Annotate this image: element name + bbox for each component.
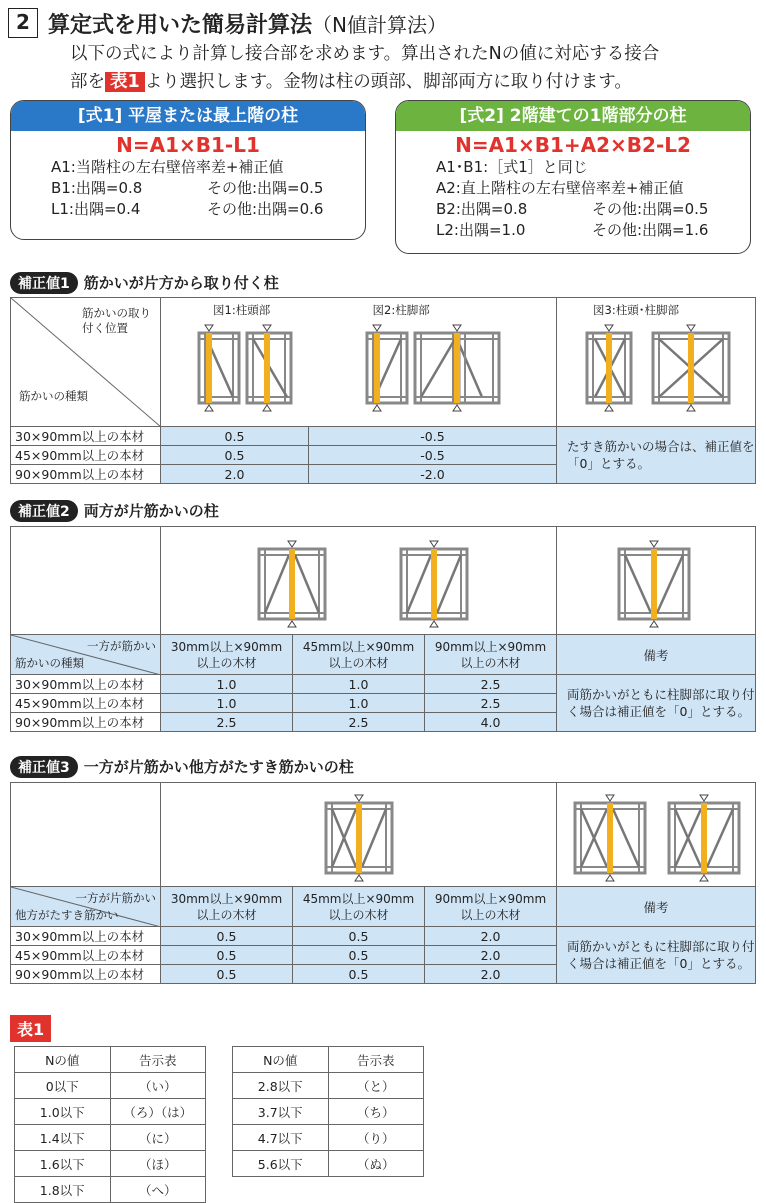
col-header: Nの値	[15, 1047, 111, 1073]
bottom-marker-icon	[650, 621, 658, 627]
table1-right	[232, 1046, 424, 1177]
column-highlight	[356, 803, 362, 873]
formula-2-equation: N=A1×B1+A2×B2-L2	[455, 133, 691, 157]
fig2-diagram	[309, 298, 557, 427]
bottom-marker-icon	[355, 875, 363, 881]
row-left: L2:出隅=1.0	[436, 221, 526, 239]
top-marker-icon	[373, 325, 381, 331]
value-cell: 1.0	[293, 675, 425, 694]
fig1-diagram	[161, 298, 309, 427]
formula-box-1	[10, 100, 366, 240]
col-header: 90mm以上×90mm以上の木材	[425, 635, 557, 675]
bottom-marker-icon	[606, 875, 614, 881]
bottom-marker-icon	[373, 405, 381, 411]
value-cell: 2.0	[425, 946, 557, 965]
row-left: A1･B1:［式1］と同じ	[436, 158, 588, 176]
intro-text-b: より選択します。金物は柱の頭部、脚部両方に取り付けます。	[144, 72, 632, 92]
formula-2-row	[396, 220, 750, 241]
title-main: 算定式を用いた簡易計算法	[48, 13, 313, 38]
s2-title: 両方が片筋かいの柱	[83, 502, 219, 520]
row-label: 30×90mm以上の本材	[11, 927, 161, 946]
s2-diagram-b	[557, 527, 756, 635]
row-left: B2:出隅=0.8	[436, 200, 528, 218]
s3-heading	[10, 756, 354, 778]
s1-corner	[11, 298, 161, 427]
value-cell: 2.5	[293, 713, 425, 732]
s3-pill: 補正値3	[10, 756, 78, 778]
brace-line	[407, 555, 431, 613]
notice-table: （り）	[328, 1125, 424, 1151]
top-marker-icon	[355, 795, 363, 801]
brace-line	[295, 555, 319, 613]
column-highlight	[606, 333, 612, 403]
formula-1-row	[11, 178, 365, 199]
n-value: 3.7以下	[233, 1099, 329, 1125]
value-cell: 0.5	[161, 946, 293, 965]
top-marker-icon	[606, 795, 614, 801]
row-right: その他:出隅=1.6	[592, 221, 709, 239]
table1-left-grid	[14, 1046, 206, 1203]
row-label: 90×90mm以上の本材	[11, 965, 161, 984]
top-marker-icon	[700, 795, 708, 801]
bottom-marker-icon	[700, 875, 708, 881]
brace-line	[265, 555, 289, 613]
bottom-marker-icon	[263, 405, 271, 411]
intro-line-2	[70, 68, 632, 93]
bottom-marker-icon	[687, 405, 695, 411]
title-sub: （N値計算法）	[312, 13, 447, 37]
s3-diagram-b	[557, 783, 756, 887]
section-number: 2	[8, 8, 38, 38]
top-marker-icon	[605, 325, 613, 331]
col-header: 90mm以上×90mm以上の木材	[425, 887, 557, 927]
row-label: 90×90mm以上の本材	[11, 465, 161, 484]
n-value: 0以下	[15, 1073, 111, 1099]
brace-line	[457, 339, 482, 397]
value-cell: 0.5	[293, 927, 425, 946]
notice-table: （ろ）（は）	[110, 1099, 206, 1125]
value-cell: -2.0	[309, 465, 557, 484]
remark-header: 備考	[557, 887, 756, 927]
fig3-diagram	[557, 298, 756, 427]
notice-table: （ほ）	[110, 1151, 206, 1177]
notice-table: （に）	[110, 1125, 206, 1151]
col-header: 45mm以上×90mm以上の木材	[293, 887, 425, 927]
corner-top: 一方が筋かい	[87, 639, 156, 653]
n-value: 5.6以下	[233, 1151, 329, 1177]
value-cell: 0.5	[161, 965, 293, 984]
table1-title: 表1	[10, 1015, 51, 1042]
value-cell: 2.5	[425, 694, 557, 713]
brace-line	[437, 555, 461, 613]
value-cell: -0.5	[309, 446, 557, 465]
corner-bottom: 筋かいの種類	[15, 656, 84, 670]
formula-1-row	[11, 199, 365, 220]
row-left: L1:出隅=0.4	[51, 200, 141, 218]
bottom-marker-icon	[288, 621, 296, 627]
n-value: 2.8以下	[233, 1073, 329, 1099]
bottom-marker-icon	[453, 405, 461, 411]
top-marker-icon	[430, 541, 438, 547]
s1-heading	[10, 272, 279, 294]
brace-line	[707, 809, 733, 867]
s1-pill: 補正値1	[10, 272, 78, 294]
column-highlight	[607, 803, 613, 873]
value-cell: 1.0	[293, 694, 425, 713]
s2-heading	[10, 500, 219, 522]
s1-note: たすき筋かいの場合は、補正値を「0」とする。	[557, 427, 756, 484]
s1-fig3-cell	[557, 298, 756, 427]
value-cell: 2.5	[425, 675, 557, 694]
s3-title: 一方が片筋かい他方がたすき筋かいの柱	[83, 758, 354, 776]
row-left: A1:当階柱の左右壁倍率差+補正値	[51, 158, 284, 176]
notice-table: （ぬ）	[328, 1151, 424, 1177]
s2-diagram	[161, 527, 557, 635]
s2-blank	[11, 527, 161, 635]
col-header: 告示表	[328, 1047, 424, 1073]
column-highlight	[289, 549, 295, 619]
row-label: 30×90mm以上の本材	[11, 427, 161, 446]
section-header	[8, 6, 758, 98]
intro-text-a: 部を	[70, 72, 105, 92]
n-value: 1.4以下	[15, 1125, 111, 1151]
col-header: 告示表	[110, 1047, 206, 1073]
formula-1-row	[11, 157, 365, 178]
top-marker-icon	[453, 325, 461, 331]
top-marker-icon	[687, 325, 695, 331]
s2-pill: 補正値2	[10, 500, 78, 522]
fig1-label: 図1:柱頭部	[213, 303, 271, 317]
remark-header: 備考	[557, 635, 756, 675]
value-cell: 1.0	[161, 694, 293, 713]
column-highlight	[701, 803, 707, 873]
value-cell: 0.5	[293, 965, 425, 984]
notice-table: （い）	[110, 1073, 206, 1099]
column-highlight	[688, 333, 694, 403]
row-label: 90×90mm以上の本材	[11, 713, 161, 732]
s3-diagram	[161, 783, 557, 887]
column-highlight	[651, 549, 657, 619]
row-label: 30×90mm以上の本材	[11, 675, 161, 694]
brace-line	[421, 339, 455, 397]
top-marker-icon	[263, 325, 271, 331]
notice-table: （と）	[328, 1073, 424, 1099]
n-value: 1.0以下	[15, 1099, 111, 1125]
corner-bottom: 他方がたすき筋かい	[15, 908, 119, 922]
row-label: 45×90mm以上の本材	[11, 446, 161, 465]
row-right: その他:出隅=0.5	[207, 179, 324, 197]
value-cell: 1.0	[161, 675, 293, 694]
table1-left	[14, 1046, 206, 1203]
section-title	[48, 8, 447, 39]
row-label: 45×90mm以上の本材	[11, 694, 161, 713]
brace-line	[613, 809, 639, 867]
bottom-marker-icon	[605, 405, 613, 411]
n-value: 4.7以下	[233, 1125, 329, 1151]
column-highlight	[454, 333, 460, 403]
formula-2-head: [式2] 2階建ての1階部分の柱	[396, 101, 750, 131]
row-label: 45×90mm以上の本材	[11, 946, 161, 965]
s3-corner	[11, 887, 161, 927]
column-highlight	[431, 549, 437, 619]
formula-box-2	[395, 100, 751, 254]
s3-fig-note-cell	[557, 783, 756, 887]
brace-line	[625, 555, 651, 613]
col-header: 45mm以上×90mm以上の木材	[293, 635, 425, 675]
value-cell: 2.5	[161, 713, 293, 732]
s2-table	[10, 526, 756, 732]
notice-table: （へ）	[110, 1177, 206, 1203]
s2-corner	[11, 635, 161, 675]
value-cell: 0.5	[161, 446, 309, 465]
column-highlight	[264, 333, 270, 403]
top-marker-icon	[288, 541, 296, 547]
value-cell: 2.0	[161, 465, 309, 484]
s3-note: 両筋かいがともに柱脚部に取り付く場合は補正値を「0」とする。	[557, 927, 756, 984]
col-header: 30mm以上×90mm以上の木材	[161, 635, 293, 675]
n-value: 1.8以下	[15, 1177, 111, 1203]
intro-line-1: 以下の式により計算し接合部を求めます。算出されたNの値に対応する接合	[70, 44, 660, 64]
s1-table	[10, 297, 756, 484]
top-marker-icon	[205, 325, 213, 331]
formula-1-head: [式1] 平屋または最上階の柱	[11, 101, 365, 131]
row-left: B1:出隅=0.8	[51, 179, 143, 197]
row-left: A2:直上階柱の左右壁倍率差+補正値	[436, 179, 684, 197]
formula-2-row	[396, 178, 750, 199]
s3-fig-cell	[161, 783, 557, 887]
col-header: Nの値	[233, 1047, 329, 1073]
column-highlight	[374, 333, 380, 403]
value-cell: 4.0	[425, 713, 557, 732]
s1-title: 筋かいが片方から取り付く柱	[83, 274, 279, 292]
brace-line	[362, 809, 386, 867]
s2-note: 両筋かいがともに柱脚部に取り付く場合は補正値を「0」とする。	[557, 675, 756, 732]
formula-2-row	[396, 199, 750, 220]
formula-2-row	[396, 157, 750, 178]
notice-table: （ち）	[328, 1099, 424, 1125]
corner-bottom: 筋かいの種類	[19, 389, 88, 403]
corner-top: 筋かいの取り付く位置	[82, 306, 151, 335]
bottom-marker-icon	[430, 621, 438, 627]
row-right: その他:出隅=0.5	[592, 200, 709, 218]
top-marker-icon	[650, 541, 658, 547]
s2-fig-note-cell	[557, 527, 756, 635]
row-right: その他:出隅=0.6	[207, 200, 324, 218]
formula-1-equation: N=A1×B1-L1	[116, 133, 260, 157]
brace-line	[657, 555, 683, 613]
value-cell: 2.0	[425, 965, 557, 984]
value-cell: 0.5	[161, 427, 309, 446]
col-header: 30mm以上×90mm以上の木材	[161, 887, 293, 927]
s1-fig1-cell	[161, 298, 309, 427]
column-highlight	[206, 333, 212, 403]
table1-right-grid	[232, 1046, 424, 1177]
value-cell: 0.5	[161, 927, 293, 946]
table-ref-tag: 表1	[105, 72, 145, 92]
fig2-label: 図2:柱脚部	[372, 303, 430, 317]
value-cell: 2.0	[425, 927, 557, 946]
s3-table	[10, 782, 756, 984]
s2-fig-cell	[161, 527, 557, 635]
s3-blank	[11, 783, 161, 887]
fig3-label: 図3:柱頭･柱脚部	[593, 303, 679, 317]
value-cell: -0.5	[309, 427, 557, 446]
bottom-marker-icon	[205, 405, 213, 411]
n-value: 1.6以下	[15, 1151, 111, 1177]
s1-fig2-cell	[309, 298, 557, 427]
value-cell: 0.5	[293, 946, 425, 965]
corner-top: 一方が片筋かい	[75, 891, 156, 905]
